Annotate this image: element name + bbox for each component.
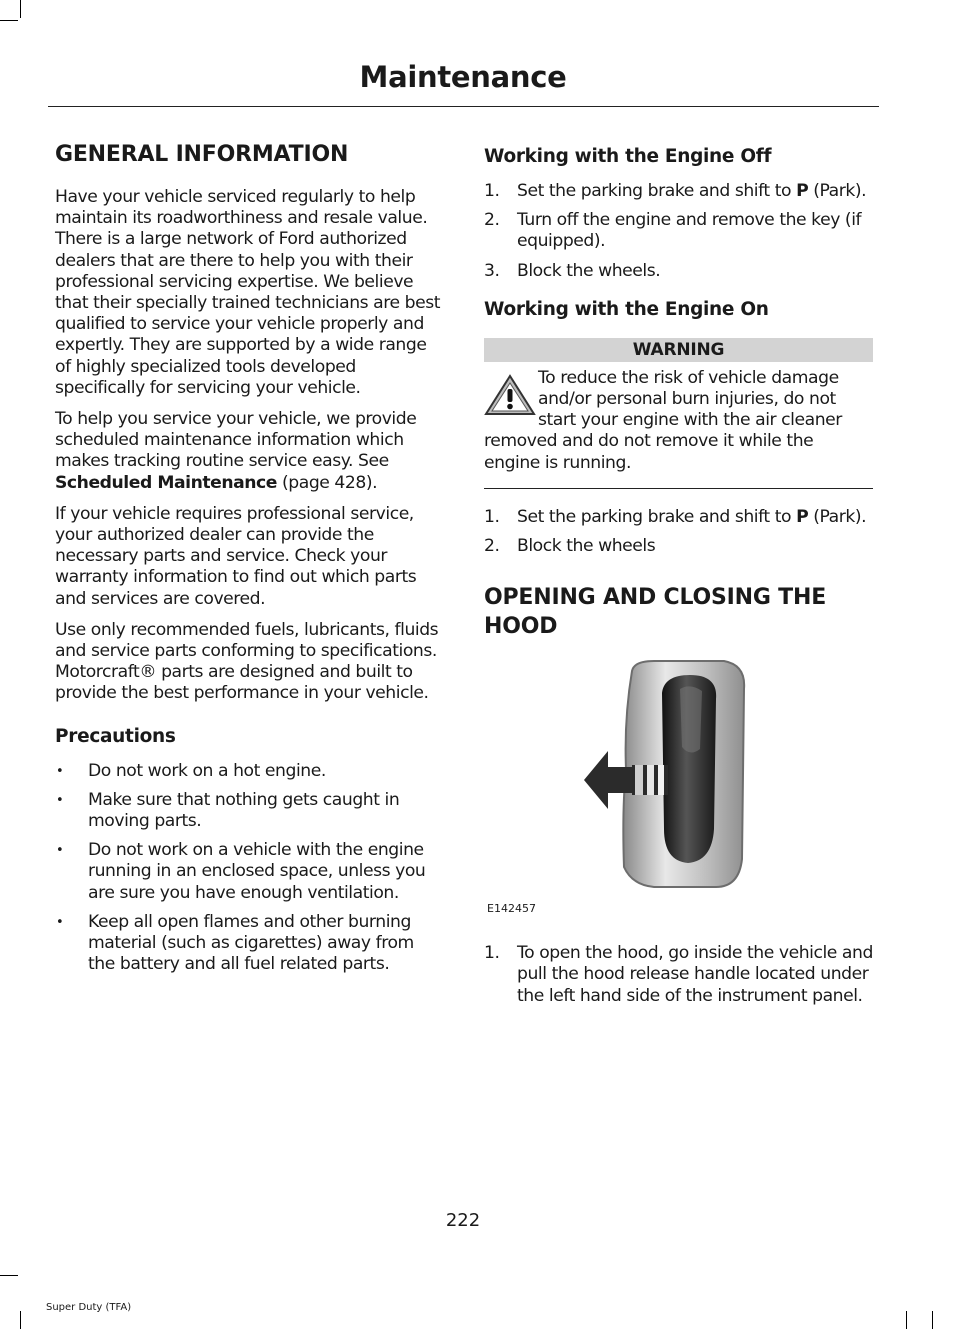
- crop-mark: [0, 1275, 18, 1276]
- list-item: [55, 912, 445, 976]
- crop-mark: [20, 0, 21, 18]
- step-item: [484, 210, 873, 252]
- step-item: [484, 536, 873, 557]
- step-number: 1.: [484, 181, 500, 201]
- step-text: Set the parking brake and shift to: [517, 181, 797, 201]
- hood-release-figure: [484, 659, 873, 929]
- crop-mark: [0, 20, 18, 21]
- paragraph: If your vehicle requires professional service, your authorized dealer can provide the necessary parts and service. Check your warranty information to find out which parts and services are covered.: [55, 503, 417, 609]
- engine-off-steps: [484, 181, 873, 282]
- step-bold: P: [796, 506, 809, 527]
- step-text: To open the hood, go inside the vehicle and pull the hood release handle located under the left hand side of the instrument panel.: [517, 943, 873, 1006]
- crop-mark: [20, 1311, 21, 1329]
- warning-text: To reduce the risk of vehicle damage and/or personal burn injuries, do not start your engine with the air cleaner removed and do not remove it while the engine is running.: [484, 367, 842, 473]
- crop-mark: [906, 1311, 907, 1329]
- step-number: 3.: [484, 260, 500, 281]
- paragraph: Use only recommended fuels, lubricants, fluids and service parts conforming to specifications. Motorcraft® parts are designed and built to provide the best performance in your vehicle.: [55, 619, 439, 704]
- title-rule: [48, 106, 879, 107]
- engine-off-heading: Working with the Engine Off: [484, 146, 772, 167]
- engine-on-steps: [484, 507, 873, 557]
- figure-code: E142457: [487, 902, 536, 916]
- scheduled-maintenance-link[interactable]: Scheduled Maintenance: [55, 472, 278, 493]
- engine-on-heading: Working with the Engine On: [484, 298, 769, 320]
- paragraph-text: To help you service your vehicle, we provide scheduled maintenance information which makes tracking routine service easy. See: [55, 409, 417, 472]
- crop-mark: [932, 1311, 933, 1329]
- list-item-text: Do not work on a hot engine.: [88, 760, 326, 781]
- paragraph-scheduled-maintenance: [55, 409, 445, 494]
- step-text: Block the wheels.: [517, 260, 661, 281]
- step-item: [484, 943, 873, 1007]
- step-text: Set the parking brake and shift to: [517, 506, 797, 527]
- step-number: 1.: [484, 506, 500, 527]
- list-item-text: Keep all open flames and other burning material (such as cigarettes) away from the battery and all fuel related parts.: [88, 911, 414, 975]
- warning-label: WARNING: [484, 338, 873, 362]
- paragraph: Have your vehicle serviced regularly to help maintain its roadworthiness and resale value. There is a large network of Ford authorized dealers that are there to help you with their professional servicing expertise. We believe that their specially trained technicians are best qualified to service your vehicle properly and expertly. They are supported by a wide range of highly specialized tools developed specifically for servicing your vehicle.: [55, 187, 440, 398]
- list-item: [55, 840, 445, 904]
- hood-steps: [484, 943, 873, 1007]
- step-text: Turn off the engine and remove the key (if equipped).: [517, 210, 862, 252]
- step-item: [484, 261, 873, 282]
- step-number: 2.: [484, 536, 500, 557]
- hood-heading: OPENING AND CLOSING THE HOOD: [484, 585, 827, 640]
- step-number: 1.: [484, 943, 500, 964]
- hood-release-handle-illustration: [484, 659, 873, 899]
- page-reference: (page 428).: [277, 472, 378, 493]
- precautions-heading: Precautions: [55, 725, 176, 747]
- page-number: 222: [445, 1210, 481, 1231]
- bullet-icon: •: [56, 763, 64, 779]
- warning-triangle-icon: [484, 374, 536, 416]
- footer-doc-name: Super Duty (TFA): [46, 1302, 132, 1313]
- bullet-icon: •: [56, 843, 64, 859]
- warning-box: [484, 368, 873, 474]
- right-column: [484, 145, 873, 1017]
- step-text: Block the wheels: [517, 536, 656, 557]
- list-item-text: Make sure that nothing gets caught in moving parts.: [88, 789, 400, 832]
- left-column: [55, 140, 445, 986]
- list-item-text: Do not work on a vehicle with the engine running in an enclosed space, unless you are sure you have enough ventilation.: [88, 840, 426, 903]
- general-information-heading: GENERAL INFORMATION: [55, 142, 349, 167]
- page-title: Maintenance: [359, 60, 567, 94]
- step-item: [484, 181, 873, 202]
- warning-rule: [484, 488, 873, 489]
- step-item: [484, 507, 873, 528]
- step-text-post: (Park).: [808, 181, 867, 201]
- bullet-icon: •: [56, 914, 64, 930]
- list-item: [55, 790, 445, 832]
- precautions-list: [55, 761, 445, 976]
- step-number: 2.: [484, 210, 500, 231]
- bullet-icon: •: [56, 792, 64, 808]
- step-text-post: (Park).: [808, 506, 867, 527]
- step-bold: P: [796, 181, 809, 201]
- list-item: [55, 761, 445, 782]
